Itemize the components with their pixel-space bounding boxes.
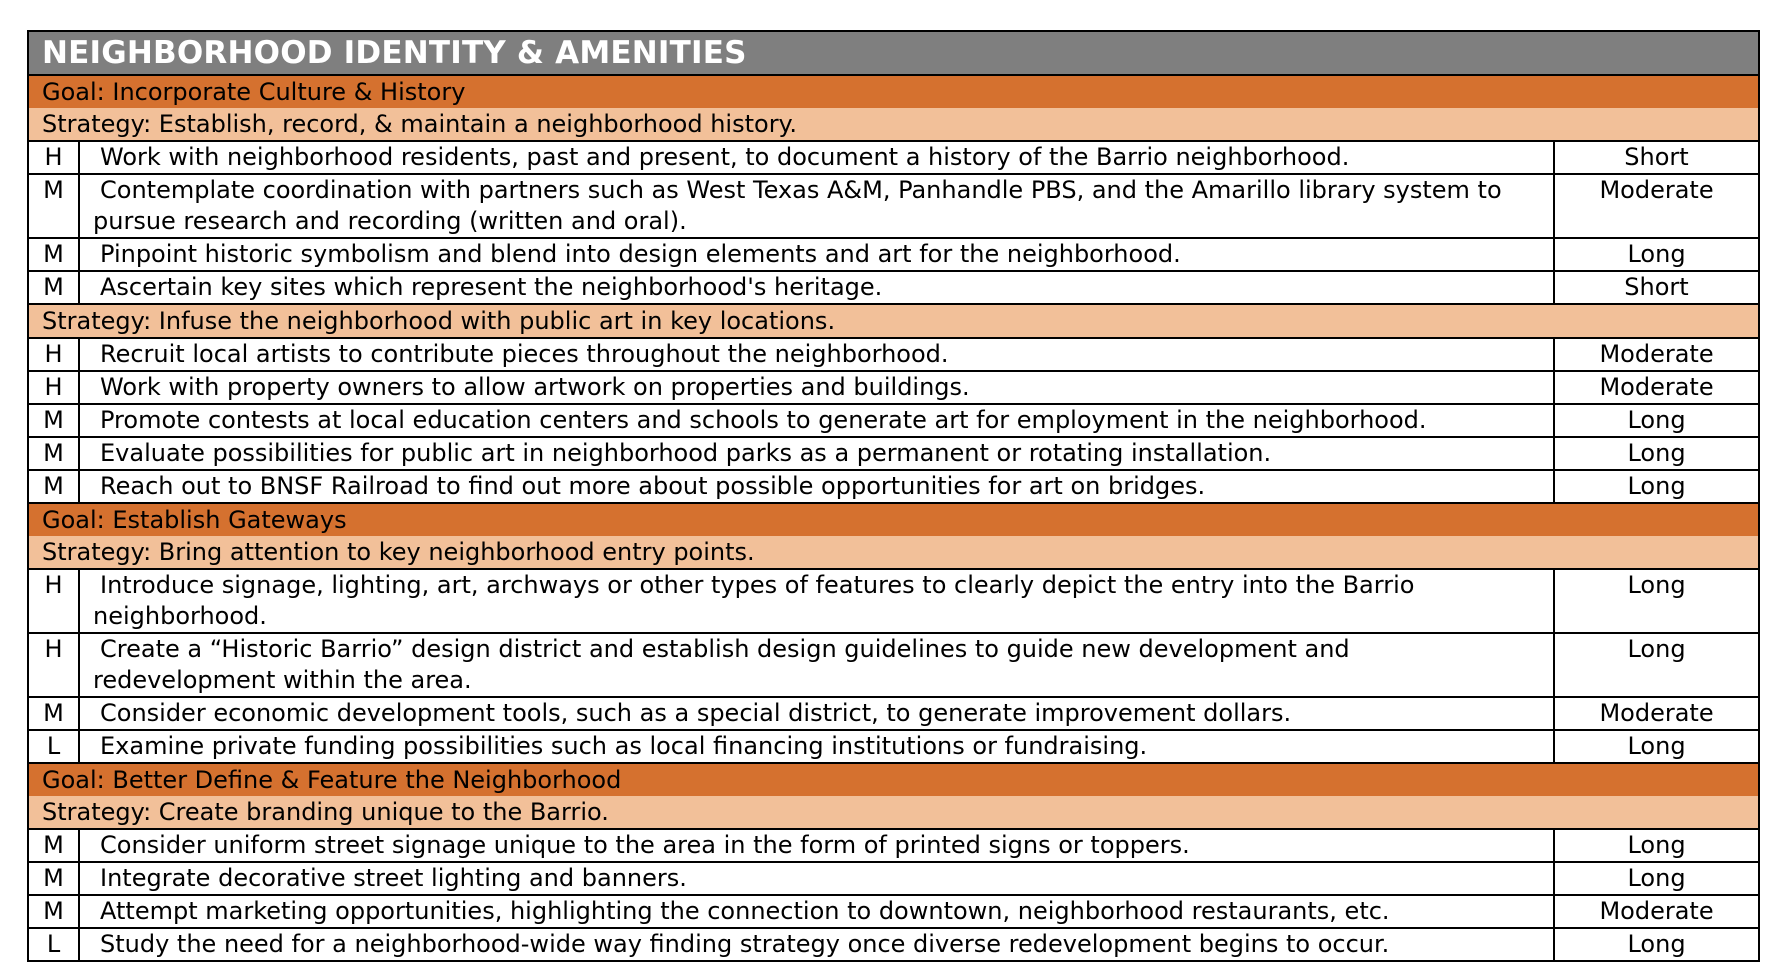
strategy-row (28, 536, 1759, 569)
action-description: Pinpoint historic symbolism and blend into design elements and art for the neighborhood. (79, 238, 1554, 271)
action-timeframe: Long (1554, 437, 1759, 470)
action-timeframe: Long (1554, 928, 1759, 961)
goal-row (28, 503, 1759, 536)
action-row (28, 895, 1759, 928)
action-row (28, 730, 1759, 763)
action-description: Promote contests at local education centers and schools to generate art for employment in the neighborhood. (79, 404, 1554, 437)
action-description: Examine private funding possibilities such as local financing institutions or fundraising. (79, 730, 1554, 763)
action-timeframe: Long (1554, 829, 1759, 862)
strategy-label: Strategy: Create branding unique to the Barrio. (28, 796, 1759, 829)
action-priority: M (28, 829, 79, 862)
action-description: Reach out to BNSF Railroad to find out more about possible opportunities for art on bridges. (79, 470, 1554, 503)
action-row (28, 470, 1759, 503)
action-timeframe: Moderate (1554, 174, 1759, 238)
action-row (28, 271, 1759, 304)
action-description: Consider uniform street signage unique to the area in the form of printed signs or toppers. (79, 829, 1554, 862)
action-description: Ascertain key sites which represent the neighborhood's heritage. (79, 271, 1554, 304)
action-description: Evaluate possibilities for public art in neighborhood parks as a permanent or rotating installation. (79, 437, 1554, 470)
action-description: Contemplate coordination with partners such as West Texas A&M, Panhandle PBS, and the Amarillo library system to pursue research and recording (written and oral). (79, 174, 1554, 238)
strategy-label: Strategy: Establish, record, & maintain a neighborhood history. (28, 108, 1759, 141)
strategy-row (28, 108, 1759, 141)
action-timeframe: Short (1554, 141, 1759, 174)
action-priority: M (28, 470, 79, 503)
action-description: Recruit local artists to contribute pieces throughout the neighborhood. (79, 338, 1554, 371)
strategy-label: Strategy: Bring attention to key neighborhood entry points. (28, 536, 1759, 569)
action-priority: H (28, 141, 79, 174)
action-priority: M (28, 862, 79, 895)
action-priority: L (28, 730, 79, 763)
action-description: Create a “Historic Barrio” design district and establish design guidelines to guide new development and redevelopment within the area. (79, 633, 1554, 697)
strategy-row (28, 796, 1759, 829)
action-description: Integrate decorative street lighting and banners. (79, 862, 1554, 895)
action-row (28, 569, 1759, 633)
action-row (28, 141, 1759, 174)
action-timeframe: Moderate (1554, 895, 1759, 928)
goal-row (28, 763, 1759, 796)
table-title: NEIGHBORHOOD IDENTITY & AMENITIES (28, 31, 1759, 75)
action-description: Work with neighborhood residents, past and present, to document a history of the Barrio neighborhood. (79, 141, 1554, 174)
action-description: Work with property owners to allow artwork on properties and buildings. (79, 371, 1554, 404)
action-timeframe: Long (1554, 862, 1759, 895)
action-priority: H (28, 338, 79, 371)
action-priority: M (28, 174, 79, 238)
action-row (28, 862, 1759, 895)
strategy-label: Strategy: Infuse the neighborhood with public art in key locations. (28, 304, 1759, 338)
action-timeframe: Moderate (1554, 338, 1759, 371)
action-priority: M (28, 437, 79, 470)
action-row (28, 829, 1759, 862)
action-row (28, 633, 1759, 697)
action-priority: L (28, 928, 79, 961)
action-row (28, 338, 1759, 371)
action-priority: M (28, 271, 79, 304)
action-timeframe: Long (1554, 633, 1759, 697)
action-priority: H (28, 371, 79, 404)
action-timeframe: Short (1554, 271, 1759, 304)
action-timeframe: Long (1554, 238, 1759, 271)
goal-row (28, 75, 1759, 108)
strategy-row (28, 304, 1759, 338)
action-row (28, 371, 1759, 404)
action-row (28, 437, 1759, 470)
action-priority: H (28, 633, 79, 697)
action-row (28, 404, 1759, 437)
action-description: Consider economic development tools, such as a special district, to generate improvement dollars. (79, 697, 1554, 730)
action-priority: M (28, 697, 79, 730)
action-priority: M (28, 238, 79, 271)
action-row (28, 174, 1759, 238)
action-timeframe: Moderate (1554, 371, 1759, 404)
action-timeframe: Moderate (1554, 697, 1759, 730)
action-row (28, 928, 1759, 961)
action-description: Introduce signage, lighting, art, archways or other types of features to clearly depict the entry into the Barrio neighborhood. (79, 569, 1554, 633)
action-row (28, 697, 1759, 730)
action-timeframe: Long (1554, 404, 1759, 437)
table-title-row (28, 31, 1759, 75)
action-description: Study the need for a neighborhood-wide way finding strategy once diverse redevelopment begins to occur. (79, 928, 1554, 961)
goal-label: Goal: Better Define & Feature the Neighborhood (28, 763, 1759, 796)
action-timeframe: Long (1554, 730, 1759, 763)
action-row (28, 238, 1759, 271)
action-plan-table (27, 30, 1760, 962)
goal-label: Goal: Incorporate Culture & History (28, 75, 1759, 108)
goal-label: Goal: Establish Gateways (28, 503, 1759, 536)
action-priority: M (28, 404, 79, 437)
action-priority: H (28, 569, 79, 633)
action-timeframe: Long (1554, 569, 1759, 633)
action-description: Attempt marketing opportunities, highlighting the connection to downtown, neighborhood restaurants, etc. (79, 895, 1554, 928)
action-priority: M (28, 895, 79, 928)
action-plan-body (28, 31, 1759, 961)
action-timeframe: Long (1554, 470, 1759, 503)
